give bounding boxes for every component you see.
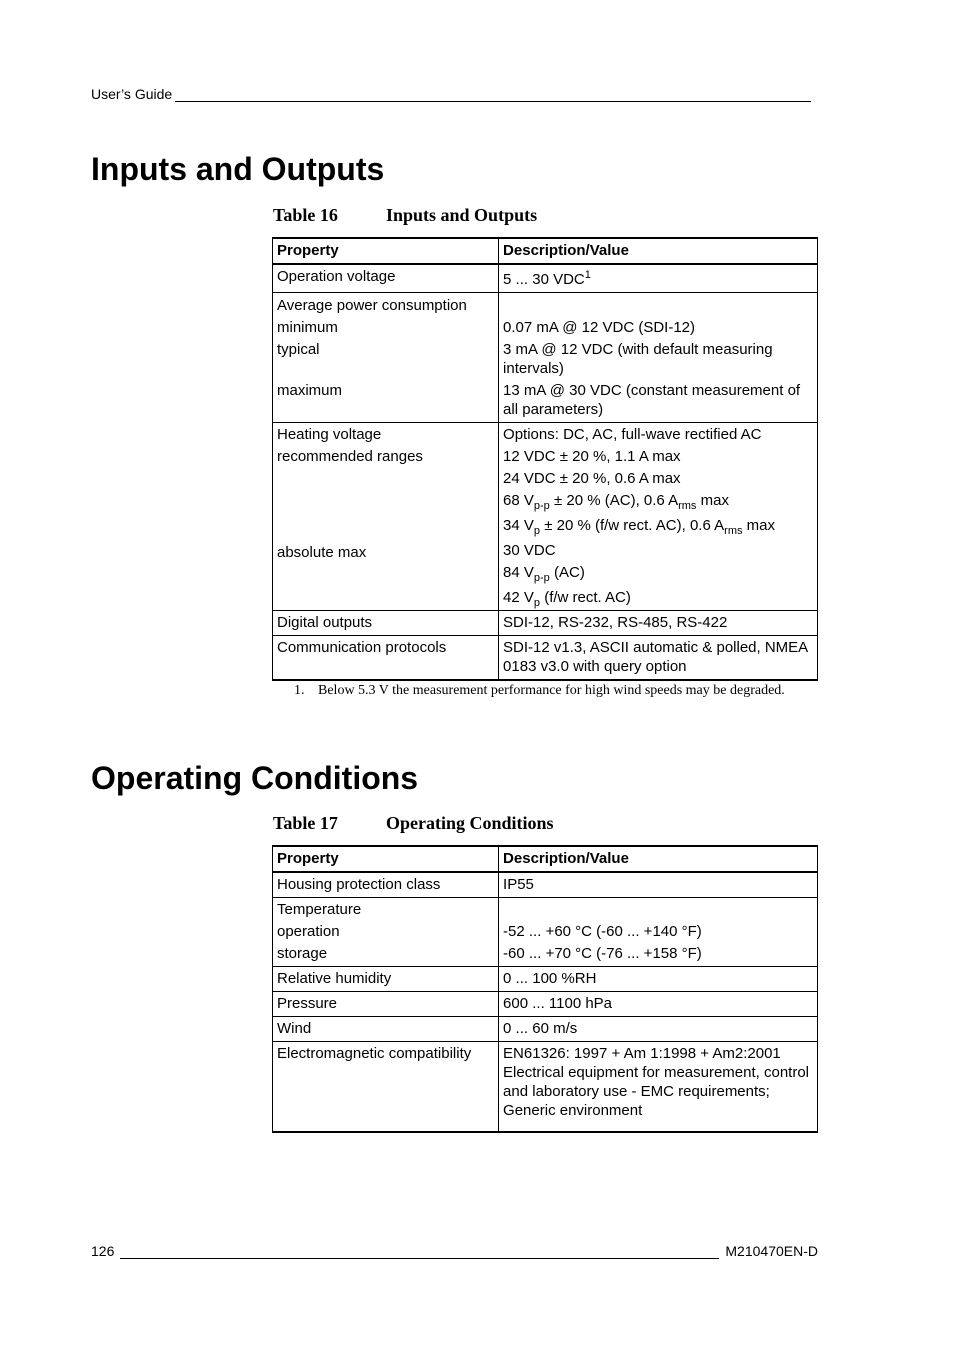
property-text: Pressure	[277, 995, 338, 1012]
table-row	[273, 293, 818, 423]
property-cell	[273, 636, 499, 681]
value-text: Options: DC, AC, full-wave rectified AC	[503, 426, 762, 443]
value-cell	[499, 967, 818, 992]
column-header-value: Description/Value	[499, 238, 818, 264]
value-cell	[499, 992, 818, 1017]
property-cell	[273, 264, 499, 293]
value-text	[503, 296, 813, 315]
value-cell	[499, 611, 818, 636]
value-cell	[499, 293, 818, 423]
column-header-value: Description/Value	[499, 846, 818, 872]
property-text: recommended ranges	[277, 448, 423, 465]
value-cell	[499, 636, 818, 681]
value-cell	[499, 872, 818, 898]
table-footnote	[294, 681, 814, 700]
property-text: absolute max	[277, 544, 367, 561]
property-cell	[273, 611, 499, 636]
value-text: 68 $V_{p-p} \pm 20$ % (AC), 0.6 $A_{rms}$ max	[503, 492, 729, 512]
property-cell	[273, 1042, 499, 1133]
value-cell	[499, 423, 818, 611]
section-title-inputs-outputs: Inputs and Outputs	[91, 151, 385, 187]
property-text: Electromagnetic compatibility	[277, 1045, 472, 1062]
header-rule	[175, 88, 811, 102]
property-text: Wind	[277, 1020, 312, 1037]
value-text: IP55	[503, 876, 534, 893]
value-text: 42 $V_p$ (f/w rect. AC)	[503, 589, 631, 609]
page-number: 126	[91, 1243, 115, 1259]
table-caption-16	[273, 205, 537, 226]
table-row	[273, 872, 818, 898]
running-footer	[91, 1243, 818, 1259]
value-text: -52 ... +60 °C (-60 ... +140 °F)	[503, 923, 702, 940]
value-text: 24 VDC ± 20 %, 0.6 A max	[503, 470, 681, 487]
value-text: 30 VDC	[503, 542, 556, 559]
footnote-text: Below 5.3 V the measurement performance for high wind speeds may be degraded.	[318, 683, 785, 698]
table-caption-17	[273, 813, 554, 834]
column-header-property: Property	[273, 846, 499, 872]
value-text: 13 mA @ 30 VDC (constant measurement of all parameters)	[503, 382, 801, 418]
table-number: Table 17	[273, 813, 338, 833]
running-header	[91, 86, 811, 102]
value-text: 600 ... 1100 hPa	[503, 995, 613, 1012]
value-text	[503, 900, 813, 919]
column-header-property: Property	[273, 238, 499, 264]
value-text: 0.07 mA @ 12 VDC (SDI-12)	[503, 319, 696, 336]
header-guide-label: User’s Guide	[91, 86, 173, 102]
value-text: 0 ... 60 m/s	[503, 1020, 578, 1037]
footnote-marker: 1	[584, 269, 591, 281]
property-text: Communication protocols	[277, 639, 447, 656]
document-code: M210470EN-D	[725, 1243, 818, 1259]
value-text: SDI-12 v1.3, ASCII automatic & polled, NMEA 0183 v3.0 with query option	[503, 639, 808, 675]
table-row	[273, 898, 818, 967]
value-text: 84 $V_{p-p}$ (AC)	[503, 564, 585, 584]
value-cell	[499, 898, 818, 967]
table-header-row	[273, 846, 818, 872]
property-text: typical	[277, 341, 320, 358]
table-number: Table 16	[273, 205, 338, 225]
table-title: Operating Conditions	[386, 813, 554, 833]
table-header-row	[273, 238, 818, 264]
property-cell	[273, 1017, 499, 1042]
property-text: Digital outputs	[277, 614, 373, 631]
property-cell	[273, 423, 499, 611]
table-row	[273, 992, 818, 1017]
footer-rule	[120, 1245, 719, 1259]
property-cell	[273, 872, 499, 898]
section-title-operating-conditions: Operating Conditions	[91, 760, 419, 796]
property-text: Housing protection class	[277, 876, 441, 893]
property-text: Heating voltage	[277, 426, 382, 443]
table-title: Inputs and Outputs	[386, 205, 538, 225]
table-row	[273, 1017, 818, 1042]
value-text: 5 ... 30 VDC$^1$	[503, 269, 591, 288]
value-cell	[499, 1042, 818, 1133]
table-row	[273, 967, 818, 992]
table-row	[273, 611, 818, 636]
value-text: SDI-12, RS-232, RS-485, RS-422	[503, 614, 728, 631]
operating-conditions-table	[272, 845, 818, 1133]
property-cell	[273, 293, 499, 423]
property-text: Average power consumption	[277, 297, 467, 314]
table-row	[273, 1042, 818, 1133]
property-text: Temperature	[277, 901, 362, 918]
property-text: storage	[277, 945, 328, 962]
property-text: Relative humidity	[277, 970, 392, 987]
value-text: EN61326: 1997 + Am 1:1998 + Am2:2001 Electrical equipment for measurement, control and laboratory use - EMC requirements; Generic environment	[503, 1045, 810, 1119]
value-text: 12 VDC ± 20 %, 1.1 A max	[503, 448, 681, 465]
footnote-number: 1.	[294, 683, 305, 698]
table-row	[273, 636, 818, 681]
value-cell	[499, 1017, 818, 1042]
table-row	[273, 264, 818, 293]
property-text: Operation voltage	[277, 268, 396, 285]
value-text: -60 ... +70 °C (-76 ... +158 °F)	[503, 945, 702, 962]
value-cell	[499, 264, 818, 293]
property-text: maximum	[277, 382, 343, 399]
value-text: 3 mA @ 12 VDC (with default measuring intervals)	[503, 341, 773, 377]
value-text: 34 $V_p \pm 20$ % (f/w rect. AC), 0.6 $A_{rms}$ max	[503, 517, 776, 537]
value-text: 0 ... 100 %RH	[503, 970, 597, 987]
property-cell	[273, 992, 499, 1017]
inputs-outputs-table	[272, 237, 818, 681]
property-cell	[273, 898, 499, 967]
table-row	[273, 423, 818, 611]
property-text: operation	[277, 923, 340, 940]
property-text: minimum	[277, 319, 338, 336]
property-cell	[273, 967, 499, 992]
